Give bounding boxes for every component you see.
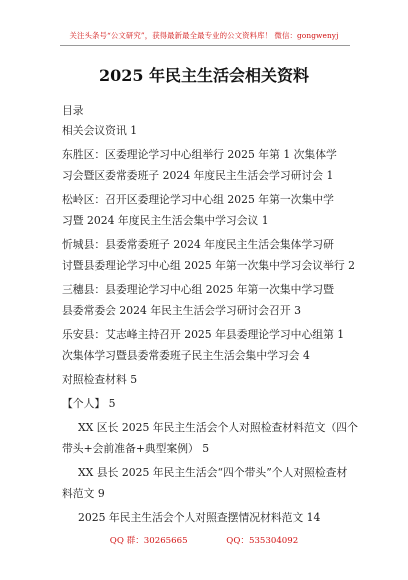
promo-banner: 关注头条号“公文研究”，获得最新最全最专业的公文资料库！ 微信：gongwenyj (69, 31, 339, 40)
footer-qq-group: QQ 群：30265665 (109, 536, 188, 546)
toc-heading: 目录 (62, 104, 84, 117)
toc-entry: 习会暨区委常委班子 2024 年度民主生活会学习研讨会 1 (62, 169, 334, 182)
document-title: 2025 年民主生活会相关资料 (98, 66, 310, 85)
toc-entry: 县委常委会 2024 年民主生活会学习研讨会召开 3 (62, 304, 301, 317)
footer-qq: QQ：535304092 (226, 536, 299, 546)
page-footer (0, 534, 408, 546)
toc-entry: 相关会议资讯 1 (62, 124, 138, 137)
toc-entry: 对照检查材料 5 (62, 373, 138, 386)
toc-entry: 料范文 9 (62, 487, 105, 500)
toc-entry: XX 县长 2025 年民主生活会“四个带头”个人对照检查材 (78, 466, 348, 479)
toc-entry: 忻城县：县委常委班子 2024 年度民主生活会集体学习研 (62, 238, 334, 251)
toc-entry: 习暨 2024 年度民主生活会集中学习会议 1 (62, 214, 269, 227)
toc-entry: 三穗县：县委理论学习中心组 2025 年第一次集中学习暨 (62, 283, 334, 296)
toc-entry: 讨暨县委理论学习中心组 2025 年第一次集中学习会议举行 2 (62, 259, 355, 272)
toc-entry: 【个人】 5 (62, 397, 116, 410)
toc-entry: 松岭区：召开区委理论学习中心组 2025 年第一次集中学 (62, 193, 334, 206)
header-divider (60, 45, 350, 46)
toc-entry: 次集体学习暨县委常委班子民主生活会集中学习会 4 (62, 349, 310, 362)
toc-entry: 乐安县：艾志峰主持召开 2025 年县委理论学习中心组第 1 (62, 328, 345, 341)
toc-entry: 带头+会前准备+典型案例） 5 (62, 442, 210, 455)
toc-entry: 东胜区：区委理论学习中心组举行 2025 年第 1 次集体学 (62, 148, 337, 161)
toc-entry: XX 区长 2025 年民主生活会个人对照检查材料范文（四个 (78, 421, 358, 434)
toc-entry: 2025 年民主生活会个人对照查摆情况材料范文 14 (78, 511, 321, 524)
